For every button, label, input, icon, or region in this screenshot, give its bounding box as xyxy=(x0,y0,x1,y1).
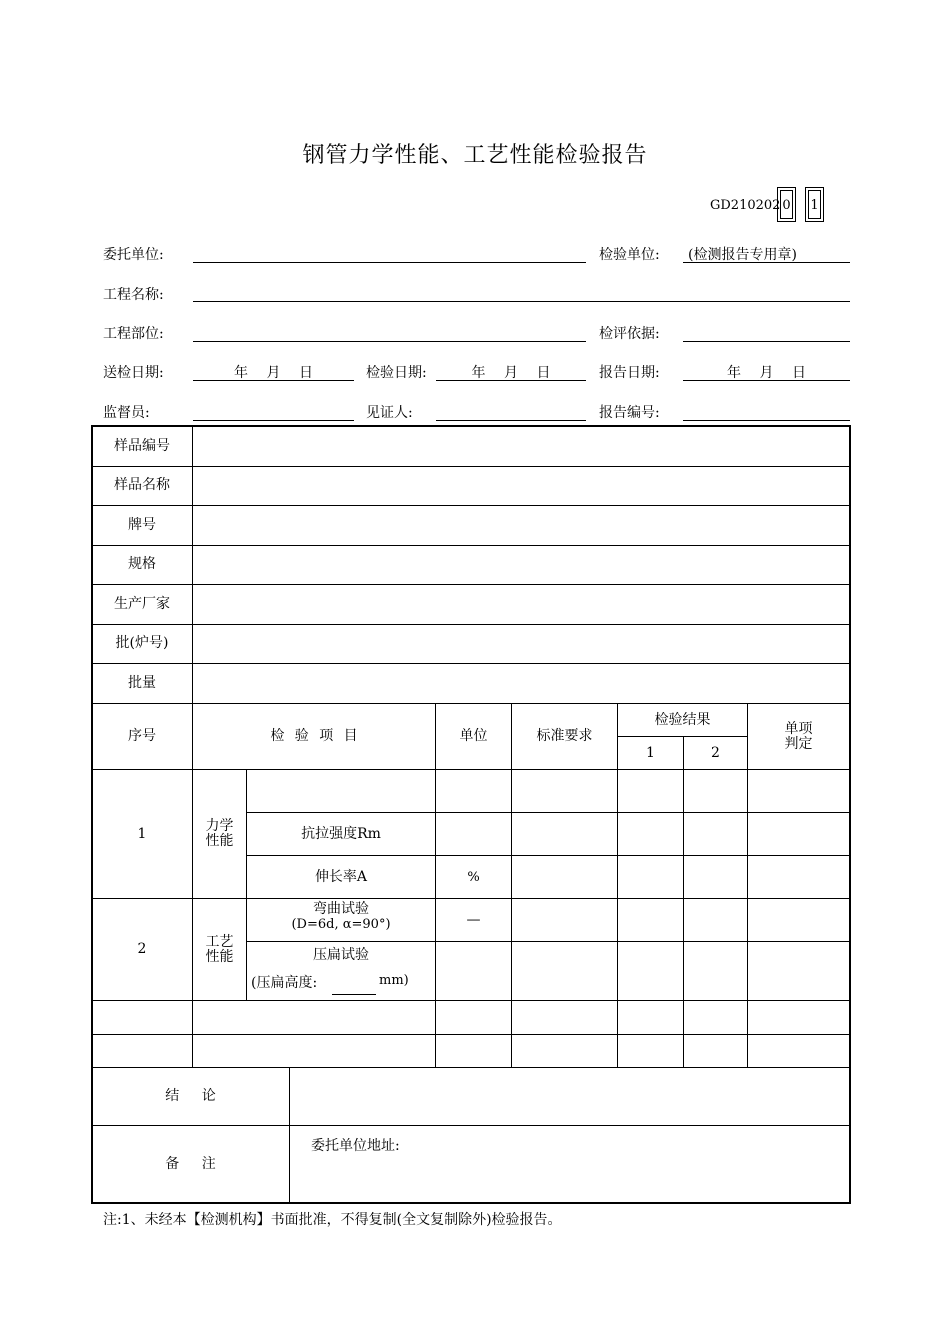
inspect-date-label: 检验日期: xyxy=(366,365,427,381)
manufacturer-label: 生产厂家 xyxy=(114,595,170,612)
col-seq: 序号 xyxy=(128,728,156,744)
report-date-label: 报告日期: xyxy=(599,365,660,381)
report-no-label: 报告编号: xyxy=(599,405,660,421)
code-box-1: 0 xyxy=(777,187,796,222)
witness-field[interactable] xyxy=(436,420,586,421)
conclusion-value[interactable] xyxy=(290,1068,849,1125)
project-part-label: 工程部位: xyxy=(103,326,164,342)
inspect-unit-label: 检验单位: xyxy=(599,247,660,263)
report-date-value: 年 月 日 xyxy=(727,365,806,381)
conclusion-label: 结 论 xyxy=(165,1088,216,1104)
group1-category xyxy=(193,770,246,898)
batch-qty-value[interactable] xyxy=(193,663,849,703)
remark-label: 备 注 xyxy=(165,1155,216,1172)
group1-category-line2: 性能 xyxy=(205,833,234,849)
sample-no-value[interactable] xyxy=(193,426,849,466)
spec-value[interactable] xyxy=(193,545,849,584)
group2-category-line2: 性能 xyxy=(205,948,234,965)
batch-label: 批(炉号) xyxy=(115,635,169,651)
entrust-address-label: 委托单位地址: xyxy=(311,1138,400,1154)
col-judge-line1: 单项 xyxy=(784,720,813,737)
sample-name-value[interactable] xyxy=(193,466,849,505)
bend-test-line2: (D=6d, α=90°) xyxy=(291,917,391,932)
project-name-field[interactable] xyxy=(193,301,850,302)
group2-category-line1: 工艺 xyxy=(205,933,234,950)
report-date-field[interactable] xyxy=(683,380,850,381)
send-date-value: 年 月 日 xyxy=(234,365,313,381)
bend-test-line1: 弯曲试验 xyxy=(313,901,369,917)
batch-value[interactable] xyxy=(193,624,849,663)
col-result-1: 1 xyxy=(646,744,655,761)
witness-label: 见证人: xyxy=(366,405,413,421)
col-result: 检验结果 xyxy=(654,711,711,728)
entrust-unit-label: 委托单位: xyxy=(103,247,164,263)
send-date-field[interactable] xyxy=(193,380,354,381)
footnote: 注:1、未经本【检测机构】书面批准，不得复制(全文复制除外)检验报告。 xyxy=(103,1212,562,1228)
report-code: GD210202 xyxy=(710,198,781,213)
tensile-strength-label: 抗拉强度Rm xyxy=(301,825,381,842)
sample-name-label: 样品名称 xyxy=(114,477,170,493)
code-box-2: 1 xyxy=(805,187,824,222)
spec-label: 规格 xyxy=(128,556,156,572)
group1-category-line1: 力学 xyxy=(205,818,234,834)
col-standard: 标准要求 xyxy=(536,728,593,744)
project-name-label: 工程名称: xyxy=(103,287,164,303)
batch-qty-label: 批量 xyxy=(128,674,156,691)
group2-seq: 2 xyxy=(137,941,147,957)
group1-seq: 1 xyxy=(137,825,147,842)
inspect-date-field[interactable] xyxy=(436,380,586,381)
flat-height-suffix: mm) xyxy=(379,973,409,988)
report-no-field[interactable] xyxy=(683,420,850,421)
send-date-label: 送检日期: xyxy=(103,365,164,381)
inspect-unit-field[interactable] xyxy=(683,262,850,263)
col-unit: 单位 xyxy=(459,728,488,744)
flat-test-label: 压扁试验 xyxy=(313,946,369,963)
col-result-2: 2 xyxy=(711,744,720,761)
bend-test-unit: — xyxy=(466,911,481,928)
flat-height-prefix: (压扁高度: xyxy=(251,975,318,991)
page-title: 钢管力学性能、工艺性能检验报告 xyxy=(302,143,648,168)
supervisor-label: 监督员: xyxy=(103,405,150,421)
supervisor-field[interactable] xyxy=(193,420,354,421)
manufacturer-value[interactable] xyxy=(193,584,849,624)
col-judge-line2: 判定 xyxy=(784,735,813,752)
grade-label: 牌号 xyxy=(128,516,156,533)
grade-value[interactable] xyxy=(193,505,849,545)
elongation-unit: % xyxy=(467,869,480,885)
elongation-label: 伸长率A xyxy=(314,868,368,885)
eval-basis-field[interactable] xyxy=(683,341,850,342)
eval-basis-label: 检评依据: xyxy=(599,326,660,342)
inspect-unit-value: (检测报告专用章) xyxy=(688,247,797,263)
col-item: 检 验 项 目 xyxy=(270,728,358,744)
group2-category xyxy=(193,899,246,1000)
inspect-date-value: 年 月 日 xyxy=(471,365,551,381)
sample-no-label: 样品编号 xyxy=(114,437,170,454)
project-part-field[interactable] xyxy=(193,341,586,342)
col-judge xyxy=(748,704,849,769)
entrust-unit-field[interactable] xyxy=(193,262,586,263)
bend-test-label xyxy=(247,896,435,938)
